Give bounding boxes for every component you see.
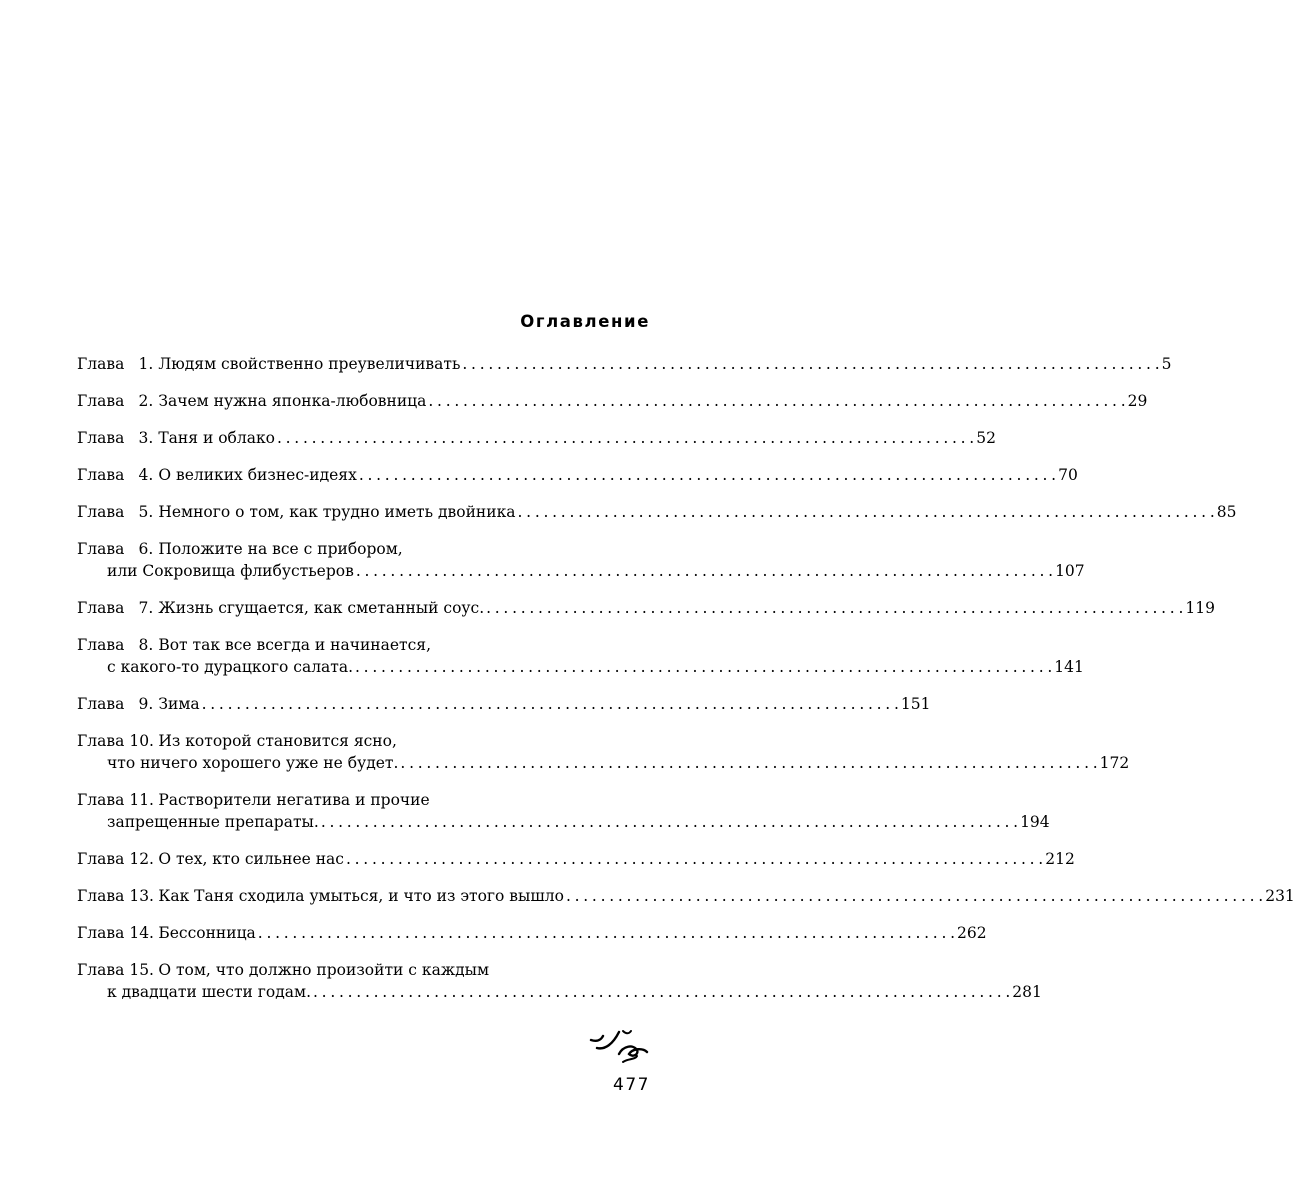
chapter-title: что ничего хорошего уже не будет. — [107, 754, 399, 772]
chapter-title: Из которой становится ясно, — [158, 732, 397, 750]
chapter-number: 5. — [138, 503, 154, 521]
chapter-number: 9. — [138, 695, 154, 713]
toc-entry — [77, 353, 1172, 375]
chapter-page-number: 212 — [1045, 850, 1075, 868]
chapter-word: Глава — [77, 355, 125, 373]
chapter-word: Глава — [77, 466, 125, 484]
dot-leader — [566, 885, 1263, 907]
chapter-word: Глава — [77, 850, 125, 868]
toc-entry-continuation-line — [77, 656, 1084, 678]
chapter-label — [77, 501, 153, 523]
toc-entry — [77, 634, 1084, 678]
chapter-label — [77, 959, 153, 981]
toc-entry-first-line — [77, 885, 1295, 907]
chapter-title: Вот так все всегда и начинается, — [158, 636, 432, 654]
chapter-number: 12. — [129, 850, 154, 868]
chapter-label — [77, 427, 153, 449]
chapter-page-number: 107 — [1055, 562, 1085, 580]
page-number: 477 — [613, 1075, 650, 1095]
dot-leader — [462, 353, 1159, 375]
toc-heading: Оглавление — [520, 312, 650, 331]
chapter-page-number: 52 — [976, 429, 996, 447]
chapter-number: 3. — [138, 429, 154, 447]
chapter-page-number: 194 — [1020, 813, 1050, 831]
chapter-label — [77, 390, 153, 412]
toc-entry-first-line — [77, 848, 1075, 870]
chapter-number: 8. — [138, 636, 154, 654]
dot-leader — [313, 981, 1010, 1003]
dot-leader — [486, 597, 1183, 619]
toc-entry — [77, 538, 1085, 582]
toc-entry-first-line — [77, 959, 650, 981]
chapter-number: 11. — [129, 791, 154, 809]
chapter-word: Глава — [77, 503, 125, 521]
table-of-contents — [77, 353, 1295, 1018]
dot-leader — [356, 560, 1053, 582]
chapter-number: 4. — [138, 466, 154, 484]
chapter-title: Как Таня сходила умыться, и что из этого вышло — [158, 887, 564, 905]
toc-entry-first-line — [77, 597, 1215, 619]
chapter-title: О великих бизнес-идеях — [158, 466, 357, 484]
toc-entry-first-line — [77, 427, 996, 449]
toc-entry — [77, 464, 1078, 486]
chapter-page-number: 281 — [1012, 983, 1042, 1001]
chapter-page-number: 172 — [1099, 754, 1130, 772]
dot-leader — [518, 501, 1215, 523]
dot-leader — [202, 693, 899, 715]
chapter-page-number: 262 — [957, 924, 987, 942]
dot-leader — [355, 656, 1052, 678]
chapter-word: Глава — [77, 392, 125, 410]
chapter-title: или Сокровища флибустьеров — [107, 562, 354, 580]
toc-entry — [77, 693, 931, 715]
chapter-title: О тех, кто сильнее нас — [158, 850, 344, 868]
dot-leader — [277, 427, 974, 449]
dot-leader — [428, 390, 1125, 412]
toc-entry-first-line — [77, 693, 931, 715]
chapter-title: Таня и облако — [158, 429, 275, 447]
toc-entry-first-line — [77, 538, 650, 560]
chapter-number: 15. — [129, 961, 154, 979]
chapter-label — [77, 730, 153, 752]
chapter-label — [77, 464, 153, 486]
chapter-title: Немного о том, как трудно иметь двойника — [158, 503, 516, 521]
toc-entry — [77, 501, 1237, 523]
chapter-page-number: 231 — [1265, 887, 1295, 905]
chapter-title: Зима — [158, 695, 200, 713]
dot-leader — [258, 922, 955, 944]
toc-entry-first-line — [77, 730, 650, 752]
toc-entry-first-line — [77, 390, 1148, 412]
chapter-word: Глава — [77, 732, 125, 750]
chapter-word: Глава — [77, 599, 125, 617]
toc-entry — [77, 789, 1050, 833]
chapter-number: 10. — [129, 732, 154, 750]
toc-entry-continuation-line — [77, 560, 1085, 582]
chapter-word: Глава — [77, 636, 125, 654]
toc-entry-continuation-line — [77, 981, 1042, 1003]
chapter-word: Глава — [77, 429, 125, 447]
chapter-label — [77, 597, 153, 619]
chapter-label — [77, 885, 153, 907]
chapter-word: Глава — [77, 961, 125, 979]
chapter-title: Бессонница — [158, 924, 256, 942]
toc-entry — [77, 959, 1042, 1003]
chapter-word: Глава — [77, 887, 125, 905]
chapter-label — [77, 353, 153, 375]
dot-leader — [346, 848, 1043, 870]
chapter-word: Глава — [77, 540, 125, 558]
chapter-word: Глава — [77, 695, 125, 713]
chapter-title: к двадцати шести годам. — [107, 983, 312, 1001]
chapter-page-number: 119 — [1185, 599, 1215, 617]
toc-entry-first-line — [77, 353, 1172, 375]
toc-entry — [77, 427, 996, 449]
toc-entry-first-line — [77, 464, 1078, 486]
chapter-number: 1. — [138, 355, 154, 373]
chapter-label — [77, 922, 153, 944]
dot-leader — [400, 752, 1097, 774]
toc-entry-first-line — [77, 789, 650, 811]
toc-entry — [77, 730, 1130, 774]
chapter-number: 13. — [129, 887, 154, 905]
toc-entry-first-line — [77, 501, 1237, 523]
chapter-page-number: 151 — [900, 695, 931, 713]
chapter-title: Положите на все с прибором, — [158, 540, 403, 558]
chapter-title: Жизнь сгущается, как сметанный соус. — [158, 599, 485, 617]
chapter-label — [77, 848, 153, 870]
chapter-word: Глава — [77, 924, 125, 942]
toc-entry — [77, 885, 1295, 907]
chapter-title: запрещенные препараты. — [107, 813, 319, 831]
chapter-number: 6. — [138, 540, 154, 558]
chapter-page-number: 29 — [1127, 392, 1148, 410]
chapter-number: 7. — [138, 599, 154, 617]
chapter-title: О том, что должно произойти с каждым — [158, 961, 490, 979]
chapter-title: с какого-то дурацкого салата. — [107, 658, 354, 676]
chapter-label — [77, 538, 153, 560]
toc-entry-continuation-line — [77, 811, 1050, 833]
toc-entry — [77, 922, 987, 944]
chapter-title: Людям свойственно преувеличивать — [158, 355, 461, 373]
chapter-page-number: 5 — [1161, 355, 1172, 373]
toc-entry-continuation-line — [77, 752, 1130, 774]
ornament-icon — [589, 1028, 651, 1068]
dot-leader — [359, 464, 1056, 486]
toc-entry-first-line — [77, 922, 987, 944]
chapter-page-number: 70 — [1058, 466, 1078, 484]
chapter-title: Зачем нужна японка-любовница — [158, 392, 427, 410]
toc-entry — [77, 848, 1075, 870]
chapter-label — [77, 789, 153, 811]
toc-entry — [77, 390, 1148, 412]
chapter-page-number: 85 — [1216, 503, 1237, 521]
chapter-title: Растворители негатива и прочие — [158, 791, 430, 809]
chapter-page-number: 141 — [1054, 658, 1084, 676]
toc-entry — [77, 597, 1215, 619]
chapter-number: 14. — [129, 924, 154, 942]
dot-leader — [321, 811, 1018, 833]
chapter-number: 2. — [138, 392, 154, 410]
toc-entry-first-line — [77, 634, 650, 656]
chapter-label — [77, 693, 153, 715]
chapter-word: Глава — [77, 791, 125, 809]
chapter-label — [77, 634, 153, 656]
